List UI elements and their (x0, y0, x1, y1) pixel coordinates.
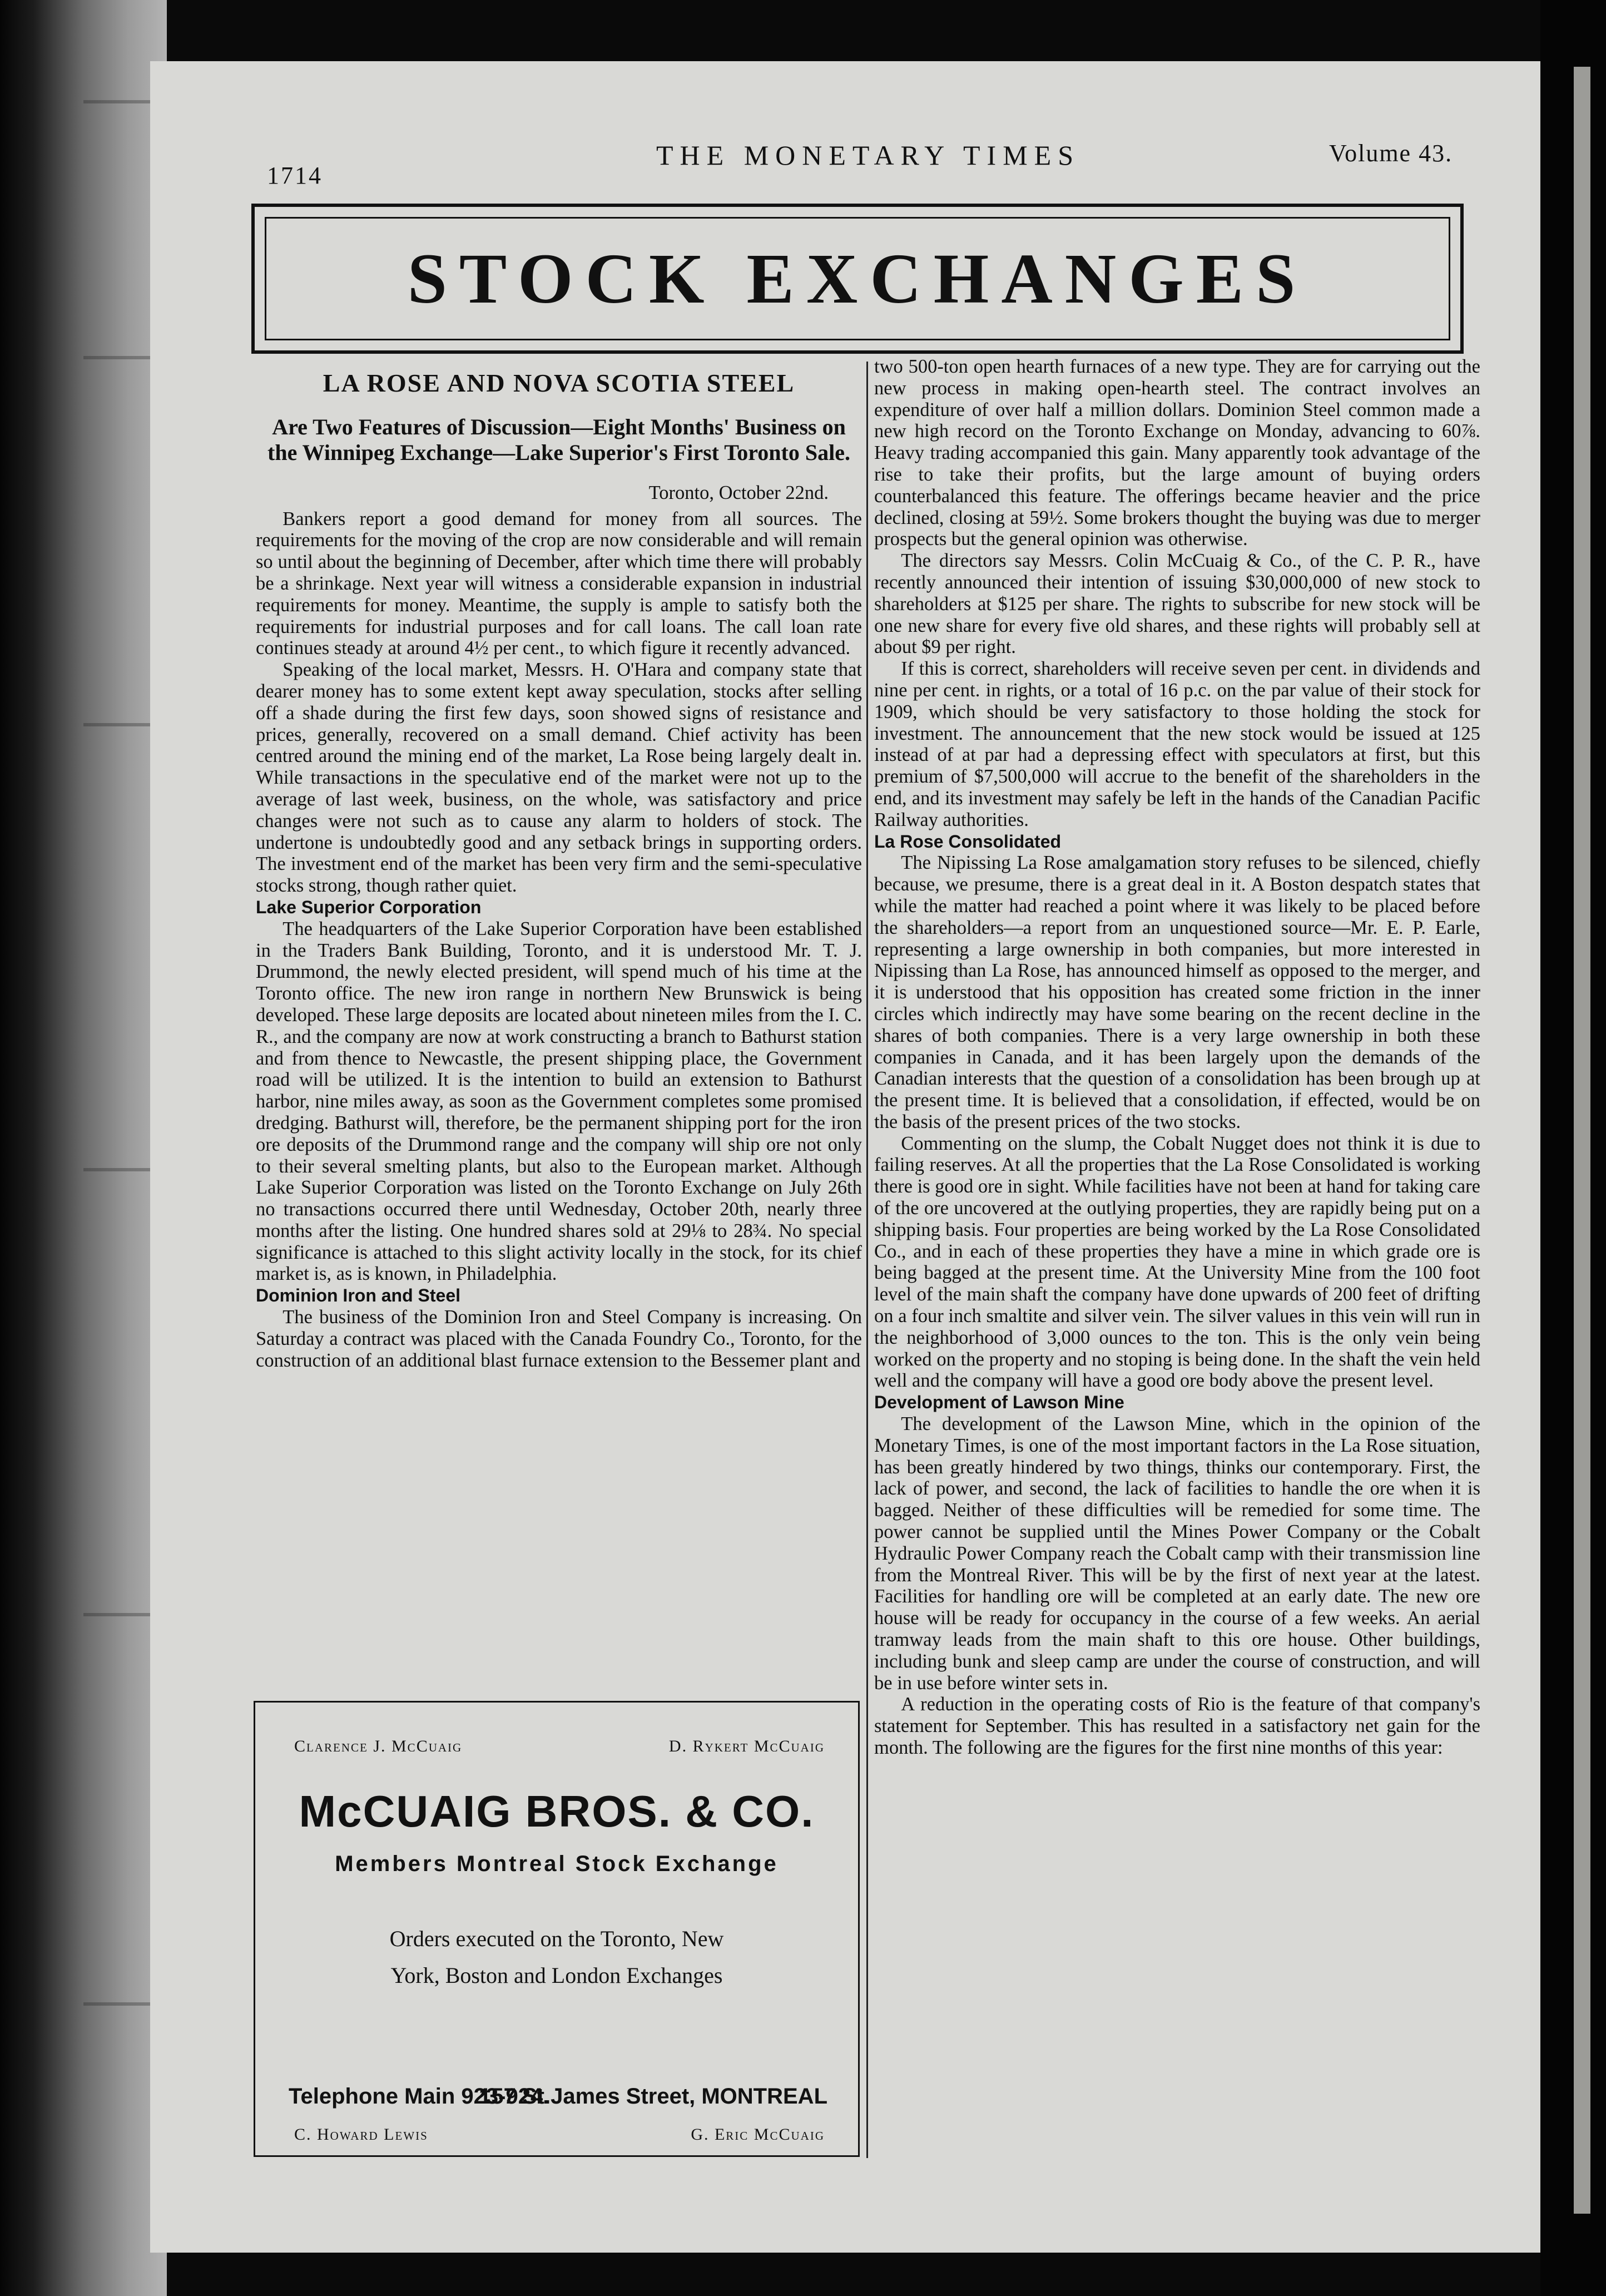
ad-address: 157 St.James Street, MONTREAL (479, 2084, 827, 2109)
facing-page-sliver (1574, 67, 1590, 2214)
ad-telephone: Telephone Main 923-924. (289, 2084, 549, 2109)
paragraph-nipissing: The Nipissing La Rose amalgamation story refuses to be silenced, chiefly because, we presume, there is a great deal in it. A Boston despatch states that while the matter had reached a point where it was likely to be placed before the shareholders—a report from an unquestioned source—Mr. E. P. Earle, representing a large ownership in both companies, but more interested in Nipissing than La Rose, has announced himself as opposed to the merger, and it is understood that his opposition has created some friction in the inner circles which indirectly may have some bearing on the recent decline in the shares of both companies. There is a very large ownership in both these companies in Canada, and it has been largely upon the demands of the Canadian interests that the question of a consolidation has been brough up at the present time. It is believed that a consolidation, if effected, would be on the basis of the present prices of the two stocks. (874, 852, 1480, 1132)
volume-label: Volume 43. (1329, 140, 1453, 167)
page-number: 1714 (267, 162, 323, 189)
paragraph-dominion-iron: The business of the Dominion Iron and Steel Company is increasing. On Saturday a contract was placed with the Canada Foundry Co., Toronto, for the construction of an additional blast furnace extension to the Bessemer plant and (256, 1307, 862, 1371)
paragraph-hearth-furnaces: two 500-ton open hearth furnaces of a new type. They are for carrying out the new process in making open-hearth steel. The contract involves an expenditure of over half a million dollars. Dominion Steel common made a new high record on the Toronto Exchange on Monday, advancing to 60⅞. Heavy trading accompanied this gain. Many apparently took advantage of the rise to take their profits, but the large amount of buying orders counterbalanced this feature. The offerings became heavier and the price declined, closing at 59½. Some brokers thought the buying was due to merger prospects but the general opinion was otherwise. (874, 356, 1480, 550)
book-binding (0, 0, 167, 2296)
heading-dominion-iron: Dominion Iron and Steel (256, 1285, 461, 1306)
right-column (874, 356, 1480, 1759)
right-page-edge (1540, 0, 1606, 2296)
heading-lawson-mine: Development of Lawson Mine (874, 1392, 1124, 1413)
paragraph-rio: A reduction in the operating costs of Rio is the feature of that company's statement for September. This has resulted in a satisfactory net gain for the month. The following are the figures for the first nine months of this year: (874, 1694, 1480, 1758)
paragraph-bankers: Bankers report a good demand for money from all sources. The requirements for the moving of the crop are now considerable and will remain so until about the beginning of December, after which time there will probably be a shrinkage. Next year will witness a considerable expansion in industrial requirements for money. Meantime, the supply is ample to satisfy both the requirements for industrial purposes and for call loans. The call loan rate continues steady at around 4½ per cent., to which figure it recently advanced. (256, 508, 862, 659)
left-column (256, 362, 862, 1371)
ad-orders-text (255, 1921, 858, 1994)
column-rule (866, 362, 868, 2158)
ad-name-bottom-left: C. Howard Lewis (294, 2125, 428, 2144)
section-title: STOCK EXCHANGES (407, 239, 1308, 318)
dateline: Toronto, October 22nd. (648, 482, 829, 503)
section-banner (251, 204, 1464, 354)
ad-orders-line-1: Orders executed on the Toronto, New (389, 1926, 724, 1951)
paragraph-local-market: Speaking of the local market, Messrs. H. O'Hara and company state that dearer money has to some extent kept away speculation, stocks after selling off a shade during the first few days, soon showed signs of resistance and prices, generally, recovered on a small demand. Chief activity has been centred around the mining end of the market, La Rose being largely dealt in. While transactions in the speculative end of the market were not up to the average of last week, business, on the whole, was satisfactory and price changes were not such as to cause any alarm to holders of stock. The undertone is undoubtedly good and any setback brings in supporting orders. The investment end of the market has been very firm and the semi-speculative stocks strong, though rather quiet. (256, 659, 862, 897)
article-headline: LA ROSE AND NOVA SCOTIA STEEL (323, 369, 795, 397)
paragraph-lawson-mine: The development of the Lawson Mine, which in the opinion of the Monetary Times, is one of the most important factors in the La Rose situation, has been greatly hindered by two things, thinks our contemporary. First, the lack of power, and second, the lack of facilities to handle the ore when it is bagged. Neither of these difficulties will be remedied for some time. The power cannot be supplied until the Mines Power Company or the Cobalt Hydraulic Power Company reach the Cobalt camp with their transmission line from the Montreal River. This will be by the first of next year at the latest. Facilities for handling ore will be completed at an early date. The new ore house will be ready for occupancy in the course of a few weeks. An aerial tramway leads from the main shaft to this ore house. Other buildings, including bunk and sleep camp are under the course of construction, and will be in use before winter sets in. (874, 1413, 1480, 1694)
paragraph-dividends: If this is correct, shareholders will receive seven per cent. in dividends and nine per cent. in rights, or a total of 16 p.c. on the par value of their stock for 1909, which should be very satisfactory to those holding the stock for investment. The announcement that the new stock would be issued at 125 instead of at par had a depressing effect with speculators at first, but this premium of $7,500,000 will accrue to the benefit of the shareholders in the end, and its investment may safely be left in the hands of the Canadian Pacific Railway authorities. (874, 658, 1480, 830)
ad-firm-name: McCUAIG BROS. & CO. (299, 1787, 815, 1836)
mccuaig-advertisement (254, 1701, 860, 2157)
paragraph-cpr-stock: The directors say Messrs. Colin McCuaig & Co., of the C. P. R., have recently announced their intention of issuing $30,000,000 of new stock to shareholders at $125 per share. The rights to subscribe for new stock will be one new share for every five old shares, and these rights will probably sell at about $9 per right. (874, 550, 1480, 658)
heading-lake-superior: Lake Superior Corporation (256, 897, 482, 917)
heading-la-rose: La Rose Consolidated (874, 831, 1062, 852)
ad-orders-line-2: York, Boston and London Exchanges (390, 1963, 723, 1988)
article-subheadline: Are Two Features of Discussion—Eight Months' Business on the Winnipeg Exchange—Lake Superior's First Toronto Sale. (267, 414, 850, 465)
paragraph-cobalt-nugget: Commenting on the slump, the Cobalt Nugget does not think it is due to failing reserves. At all the properties that the La Rose Consolidated is working there is good ore in sight. While facilities have not been at hand for taking care of the ore uncovered at the outlying properties, they are rapidly being put on a shipping basis. Four properties are being worked by the La Rose Consolidated Co., and in each of these properties they have a mine in which grade ore is being bagged at the present time. At the University Mine from the 100 foot level of the main shaft the company have done upwards of 200 feet of drifting on a four inch smaltite and silver vein. The silver values in this vein will run in the neighborhood of 3,000 ounces to the ton. This is the only vein being worked on the property and no stoping is being done. In the shaft the vein held well and the company will have a good ore body above the present level. (874, 1132, 1480, 1392)
ad-name-bottom-right: G. Eric McCuaig (691, 2125, 825, 2144)
ad-name-top-left: Clarence J. McCuaig (294, 1737, 463, 1755)
ad-name-top-right: D. Rykert McCuaig (668, 1737, 825, 1755)
journal-title: THE MONETARY TIMES (656, 140, 1080, 171)
paragraph-lake-superior: The headquarters of the Lake Superior Corporation have been established in the Traders Bank Building, Toronto, and it is understood Mr. T. J. Drummond, the newly elected president, will spend much of his time at the Toronto office. The new iron range in northern New Brunswick is being developed. These large deposits are located about nineteen miles from the I. C. R., and the company are now at work constructing a branch to Bathurst station and from thence to Newcastle, the present shipping place, the Government road will be utilized. It is the intention to build an extension to Bathurst harbor, nine miles away, as soon as the Government completes some promised dredging. Bathurst will, therefore, be the permanent shipping port for the iron ore deposits of the Drummond range and the company will ship ore not only to their several smelting plants, but also to the European market. Although Lake Superior Corporation was listed on the Toronto Exchange on July 26th no transactions occurred there until Wednesday, October 20th, nearly three months after the listing. One hundred shares sold at 29⅛ to 28¾. No special significance is attached to this slight activity locally in the stock, for its chief market is, as is known, in Philadelphia. (256, 918, 862, 1285)
section-banner-inner (265, 217, 1450, 340)
ad-members-line: Members Montreal Stock Exchange (335, 1852, 779, 1876)
